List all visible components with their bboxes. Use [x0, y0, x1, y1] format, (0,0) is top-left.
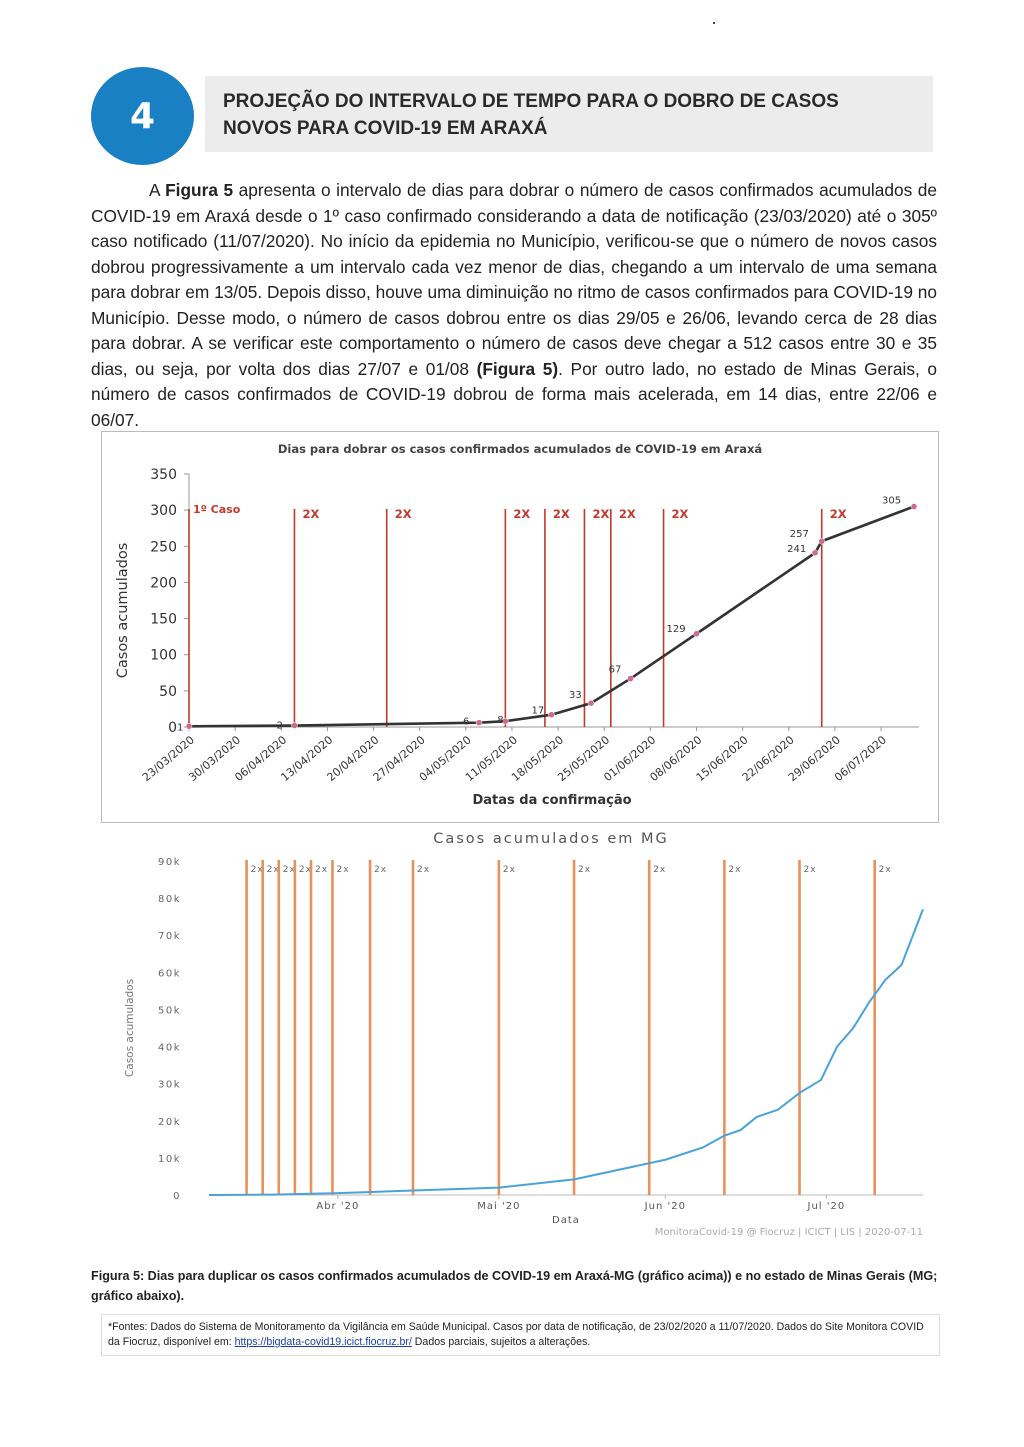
y-tick-label: 50k: [157, 1005, 181, 1017]
sources-text: *Fontes: Dados do Sistema de Monitoramento da Vigilância em Saúde Municipal. Casos por data de notificação, de 23/02/2020 a 11/07/2020. Dados do Site Monitora COVID da Fiocruz, disponível em:: [108, 1321, 924, 1348]
mg-cumulative-chart: [101, 826, 937, 1239]
doubling-marker-label: 2X: [829, 507, 847, 521]
x-tick-label: 04/05/2020: [416, 733, 474, 785]
doubling-marker-label: 2x: [653, 865, 667, 875]
data-label: 67: [608, 664, 622, 676]
body-paragraph: [91, 178, 937, 433]
x-tick-label: 11/05/2020: [462, 733, 520, 785]
x-tick-label: 25/05/2020: [555, 733, 613, 785]
y-tick-label: 200: [150, 575, 177, 592]
doubling-marker-label: 2X: [513, 507, 531, 521]
y-tick-label: 10k: [157, 1153, 181, 1165]
doubling-marker-label: 2X: [302, 507, 320, 521]
data-label: 129: [666, 623, 686, 635]
figure-reference: (Figura 5): [476, 358, 559, 379]
araxa-chart-frame: [101, 431, 939, 823]
y-tick-label: 350: [150, 467, 177, 483]
doubling-marker-label: 2x: [502, 865, 516, 875]
data-point: [819, 538, 825, 544]
x-axis-label: Data: [552, 1215, 580, 1226]
y-tick-label: 70k: [157, 931, 181, 943]
doubling-marker-label: 2X: [592, 507, 610, 521]
doubling-marker-label: 2x: [878, 865, 892, 875]
doubling-marker-label: 2x: [374, 865, 388, 875]
doubling-marker-label: 2x: [250, 865, 264, 875]
data-point: [291, 723, 297, 729]
y-tick-label: 150: [150, 611, 177, 628]
section-number-badge: [91, 67, 194, 165]
x-tick-label: 08/06/2020: [647, 733, 705, 785]
y-tick-label: 250: [150, 539, 177, 556]
x-tick-label: 30/03/2020: [186, 733, 244, 785]
scan-speck: [713, 22, 715, 24]
x-tick-label: 18/05/2020: [509, 733, 567, 785]
x-tick-label: 06/04/2020: [232, 733, 290, 785]
data-label: 305: [882, 495, 902, 507]
y-axis-label: Casos acumulados: [124, 978, 136, 1078]
doubling-marker-label: 2x: [578, 865, 592, 875]
data-label: 8: [497, 715, 504, 727]
chart-footer: MonitoraCovid-19 @ Fiocruz | ICICT | LIS | 2020-07-11: [654, 1227, 923, 1238]
doubling-marker-label: 2X: [394, 507, 412, 521]
para-text: apresenta o intervalo de dias para dobrar o número de casos confirmados acumulados de COVID-19 em Araxá desde o 1º caso confirmado considerando a data de notificação (23/03/2020) até o 305º caso notificado (11/07/2020). No início da epidemia no Município, verificou-se que o número de novos casos dobrou progressivamente a um intervalo cada vez menor de dias, chegando a um intervalo de uma semana para dobrar em 13/05. Depois disso, houve uma diminuição no ritmo de casos confirmados para COVID-19 no Município. Desse modo, o número de casos dobrou entre os dias 29/05 e 26/06, levando cerca de 28 dias para dobrar. A se verificar este comportamento o número de casos deve chegar a 512 casos entre 30 e 35 dias, ou seja, por volta dos dias 27/07 e 01/08: [91, 180, 938, 379]
data-label: 17: [531, 705, 545, 717]
para-text: . Por outro lado, no estado de Minas Gerais, o número de casos confirmados de COVID-19 dobrou de forma mais acelerada, em 14 dias, entre 22/06 e 06/07.: [91, 358, 937, 430]
x-tick-label: Jun '20: [644, 1201, 686, 1212]
y-tick-label: 30k: [157, 1079, 181, 1091]
section-title-box: [205, 76, 933, 152]
x-tick-label: 20/04/2020: [324, 733, 382, 785]
doubling-marker-label: 2X: [552, 507, 570, 521]
x-tick-label: 29/06/2020: [785, 733, 843, 785]
para-intro: A: [149, 180, 166, 200]
x-tick-label: Abr '20: [316, 1201, 360, 1212]
y-tick-label: 100: [150, 647, 177, 664]
x-axis-label: Datas da confirmação: [472, 793, 632, 808]
y-tick-label: 20k: [157, 1116, 181, 1128]
mg-chart-frame: [101, 826, 937, 1239]
data-label: 33: [569, 690, 582, 702]
x-tick-label: Mai '20: [477, 1201, 521, 1212]
x-tick-label: 13/04/2020: [278, 733, 336, 785]
doubling-marker-label: 2x: [266, 865, 280, 875]
data-point: [549, 712, 555, 718]
y-tick-label: 0: [173, 1191, 181, 1202]
data-point: [588, 700, 594, 706]
sources-note: [101, 1314, 940, 1356]
x-tick-label: 27/04/2020: [370, 733, 428, 785]
fiocruz-link[interactable]: https://bigdata-covid19.icict.fiocruz.br/: [234, 1336, 412, 1348]
data-label: 6: [463, 716, 470, 728]
y-tick-label: 80k: [157, 894, 181, 906]
data-point: [911, 504, 917, 510]
y-tick-label: 90k: [157, 857, 181, 868]
y-tick-label: 0: [168, 720, 177, 736]
chart-title: Dias para dobrar os casos confirmados acumulados de COVID-19 em Araxá: [277, 442, 763, 456]
y-tick-label: 300: [150, 503, 177, 520]
doubling-marker-label: 2x: [728, 865, 742, 875]
x-tick-label: Jul '20: [807, 1201, 846, 1212]
doubling-marker-label: 2X: [618, 507, 636, 521]
x-tick-label: 22/06/2020: [739, 733, 797, 785]
x-tick-label: 15/06/2020: [693, 733, 751, 785]
section-title: [223, 88, 839, 142]
figure-reference: Figura 5: [165, 180, 234, 200]
data-point: [694, 631, 700, 637]
x-tick-label: 06/07/2020: [832, 733, 889, 785]
data-point: [476, 720, 482, 726]
doubling-marker-label: 2x: [803, 865, 817, 875]
data-point: [812, 550, 818, 556]
doubling-marker-label: 2x: [315, 865, 329, 875]
section-title-line2: NOVOS PARA COVID-19 EM ARAXÁ: [223, 118, 548, 139]
araxa-doubling-chart: [102, 432, 938, 822]
y-tick-label: 60k: [157, 968, 181, 980]
data-label: 257: [789, 529, 809, 541]
doubling-marker-label: 2x: [417, 865, 431, 875]
data-point: [186, 723, 192, 729]
chart-title: Casos acumulados em MG: [433, 831, 669, 847]
y-axis-label: Casos acumulados: [115, 542, 131, 679]
section-title-line1: PROJEÇÃO DO INTERVALO DE TEMPO PARA O DOBRO DE CASOS: [223, 91, 839, 112]
y-tick-label: 40k: [157, 1042, 181, 1054]
doubling-marker-label: 2x: [298, 865, 312, 875]
doubling-marker-label: 1º Caso: [193, 503, 241, 516]
doubling-marker-label: 2x: [282, 865, 296, 875]
x-tick-label: 01/06/2020: [601, 733, 659, 785]
section-number: 4: [129, 95, 156, 137]
sources-text-end: Dados parciais, sujeitos a alterações.: [411, 1336, 591, 1348]
doubling-marker-label: 2x: [336, 865, 350, 875]
data-point: [628, 676, 634, 682]
figure-caption: Figura 5: Dias para duplicar os casos confirmados acumulados de COVID-19 em Araxá-MG (gráfico acima)) e no estado de Minas Gerais (MG; gráfico abaixo).: [91, 1269, 938, 1303]
series-line: [209, 909, 923, 1195]
y-tick-label: 50: [159, 683, 177, 700]
doubling-marker-label: 2X: [671, 507, 689, 521]
data-label: 2: [276, 720, 283, 732]
x-tick-label: 23/03/2020: [140, 733, 197, 785]
data-label: 241: [787, 543, 807, 555]
data-label: 1: [177, 722, 184, 734]
